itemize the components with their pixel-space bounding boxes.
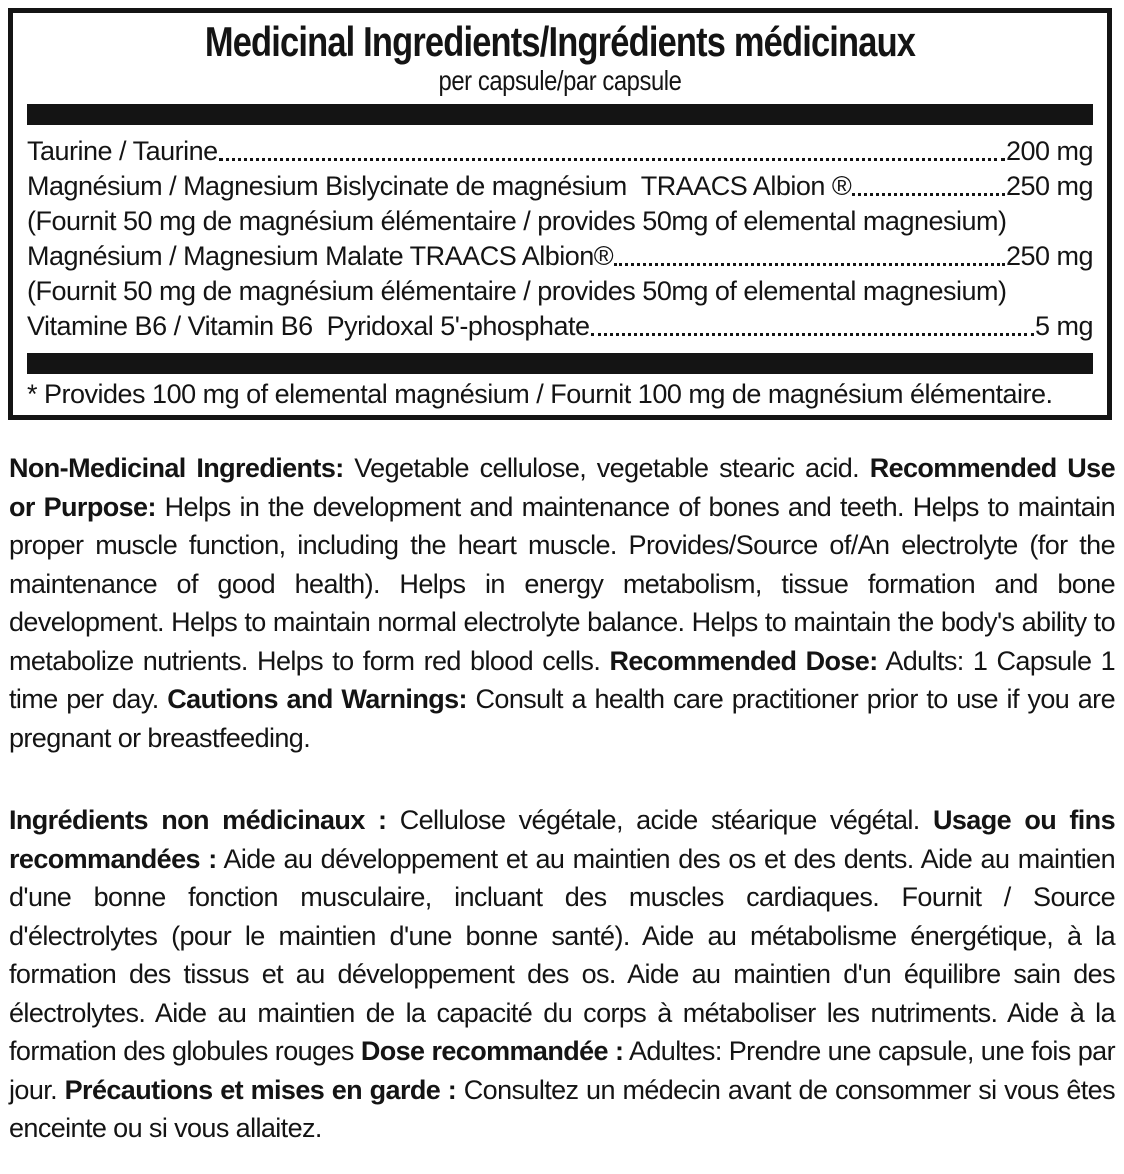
panel-subtitle: per capsule/par capsule — [438, 65, 682, 96]
paragraph-heading-run: Non-Medicinal Ingredients: — [9, 453, 344, 483]
ingredient-row — [27, 309, 1093, 344]
paragraph-heading-run: Recommended Use or Purpose: — [9, 453, 1115, 522]
french-info-paragraph — [9, 801, 1115, 1148]
ingredient-name: Magnésium / Magnesium Malate TRAACS Albion® — [27, 241, 614, 271]
medicinal-ingredients-panel — [8, 8, 1112, 420]
dot-leader — [852, 193, 1005, 196]
divider-bar-bottom — [27, 353, 1093, 374]
ingredient-list — [27, 134, 1093, 344]
english-info-paragraph — [9, 449, 1115, 757]
ingredient-row — [27, 169, 1093, 204]
ingredient-amount: 200 mg — [1005, 136, 1093, 166]
dot-leader — [219, 158, 1005, 161]
ingredient-row — [27, 239, 1093, 274]
ingredient-subnote-row — [27, 274, 1093, 309]
paragraph-text-run: Vegetable cellulose, vegetable stearic acid. — [343, 453, 870, 483]
ingredient-amount: 5 mg — [1034, 311, 1093, 341]
paragraph-text-run: Aide au développement et au maintien des os et des dents. Aide au maintien d'une bonne fonction musculaire, incluant des muscles cardiaques. Fournit / Source d'électrolytes (pour le maintien d'une bonne santé). Aide au métabolisme énergétique, à la formation des tissus et au développement des os. Aide au maintien d'un équilibre sain des électrolytes. Aide au maintien de la capacité du corps à métaboliser les nutriments. Aide à la formation des globules rouges — [9, 843, 1115, 1066]
paragraph-heading-run: Ingrédients non médicinaux : — [9, 805, 387, 835]
paragraph-heading-run: Usage ou fins recommandées : — [9, 805, 1115, 874]
paragraph-heading-run: Précautions et mises en garde : — [64, 1074, 457, 1105]
dot-leader — [591, 333, 1034, 336]
paragraph-heading-run: Dose recommandée : — [360, 1036, 624, 1066]
ingredient-name: (Fournit 50 mg de magnésium élémentaire / provides 50mg of elemental magnesium) — [27, 276, 1007, 306]
ingredient-subnote-row — [27, 204, 1093, 239]
ingredient-name: Magnésium / Magnesium Bislycinate de magnésium TRAACS Albion ® — [27, 171, 852, 201]
paragraph-text-run: Adultes: Prendre une capsule, une fois par jour. — [9, 1036, 1115, 1105]
paragraph-text-run: Helps in the development and maintenance of bones and teeth. Helps to maintain proper muscle function, including the heart muscle. Provides/Source of/An electrolyte (for the maintenance of good health). Helps in energy metabolism, tissue formation and bone development. Helps to maintain normal electrolyte balance. Helps to maintain the body's ability to metabolize nutrients. Helps to form red blood cells. — [9, 491, 1115, 676]
paragraph-text-run: Cellulose végétale, acide stéarique végétal. — [386, 805, 933, 835]
divider-bar-top — [27, 104, 1093, 125]
paragraph-text-run: Consultez un médecin avant de consommer si vous êtes enceinte ou si vous allaitez. — [9, 1074, 1115, 1143]
elemental-magnesium-footnote: * Provides 100 mg of elemental magnésium / Fournit 100 mg de magnésium élémentaire. — [27, 379, 1053, 409]
panel-title: Medicinal Ingredients/Ingrédients médicinaux — [204, 18, 916, 65]
ingredient-row — [27, 134, 1093, 169]
paragraph-heading-run: Recommended Dose: — [609, 645, 878, 676]
paragraph-heading-run: Cautions and Warnings: — [167, 684, 467, 714]
ingredient-name: Taurine / Taurine — [27, 136, 218, 166]
ingredient-amount: 250 mg — [1005, 241, 1093, 271]
paragraph-text-run: Consult a health care practitioner prior to use if you are pregnant or breastfeeding. — [9, 684, 1115, 753]
ingredient-name: Vitamine B6 / Vitamin B6 Pyridoxal 5'-phosphate — [27, 311, 590, 341]
dot-leader — [614, 263, 1005, 266]
ingredient-name: (Fournit 50 mg de magnésium élémentaire / provides 50mg of elemental magnesium) — [27, 206, 1007, 236]
paragraph-text-run: Adults: 1 Capsule 1 time per day. — [9, 645, 1115, 714]
ingredient-amount: 250 mg — [1005, 171, 1093, 201]
